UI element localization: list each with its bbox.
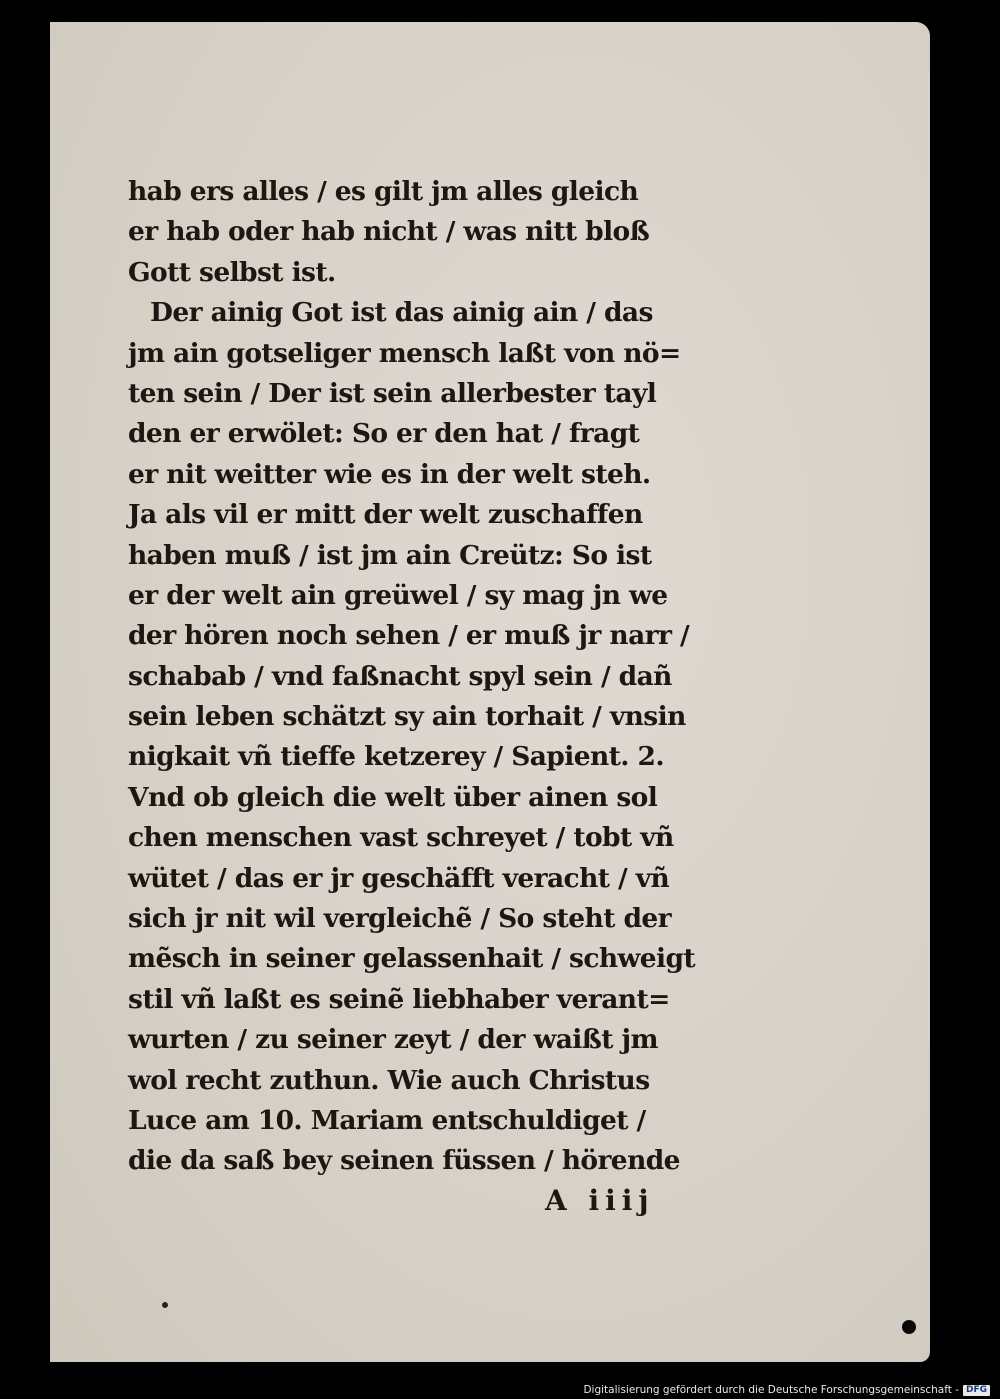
footer-text: Digitalisierung gefördert durch die Deutsche Forschungsgemeinschaft - [583, 1384, 959, 1396]
text-line: schabab / vnd faßnacht spyl sein / dañ [128, 660, 672, 692]
digitization-footer [583, 1384, 990, 1396]
book-page [50, 22, 930, 1362]
text-line: den er erwölet: So er den hat / fragt [128, 418, 640, 450]
page-hole [902, 1320, 916, 1334]
text-line: haben muß / ist jm ain Creütz: So ist [128, 539, 652, 571]
text-line: hab ers alles / es gilt jm alles gleich [128, 176, 639, 207]
text-line: die da saß bey seinen füssen / hörende [128, 1145, 680, 1177]
text-line: er der welt ain greüwel / sy mag jn we [128, 579, 668, 611]
text-line: sein leben schätzt sy ain torhait / vnsin [128, 701, 686, 733]
text-line: nigkait vñ tieffe ketzerey / Sapient. 2. [128, 741, 664, 773]
text-line: er hab oder hab nicht / was nitt bloß [128, 216, 650, 248]
dfg-logo: DFG [963, 1385, 990, 1396]
text-line: Vnd ob gleich die welt über ainen sol [128, 781, 658, 813]
text-line: wol recht zuthun. Wie auch Christus [128, 1064, 650, 1096]
text-line: er nit weitter wie es in der welt steh. [128, 458, 651, 490]
text-line: wütet / das er jr geschäfft veracht / vñ [128, 862, 670, 894]
text-line: sich jr nit wil vergleichẽ / So steht der [128, 903, 672, 935]
text-line: Gott selbst ist. [128, 256, 336, 288]
text-line: wurten / zu seiner zeyt / der waißt jm [128, 1024, 658, 1056]
text-line: mẽsch in seiner gelassenhait / schweigt [128, 943, 696, 975]
text-line: chen menschen vast schreyet / tobt vñ [128, 822, 674, 854]
signature-mark: A iiij [545, 1184, 655, 1217]
paragraph-start-line: Der ainig Got ist das ainig ain / das [150, 297, 653, 329]
text-line: jm ain gotseliger mensch laßt von nö= [128, 337, 681, 369]
text-line: stil vñ laßt es seinẽ liebhaber verant= [128, 983, 670, 1015]
text-line: der hören noch sehen / er muß jr narr / [128, 620, 690, 652]
text-line: Luce am 10. Mariam entschuldiget / [128, 1104, 646, 1136]
ink-speck [161, 1301, 169, 1309]
text-line: ten sein / Der ist sein allerbester tayl [128, 377, 657, 409]
text-line: Ja als vil er mitt der welt zuschaffen [128, 499, 643, 531]
page-text [128, 172, 728, 1182]
